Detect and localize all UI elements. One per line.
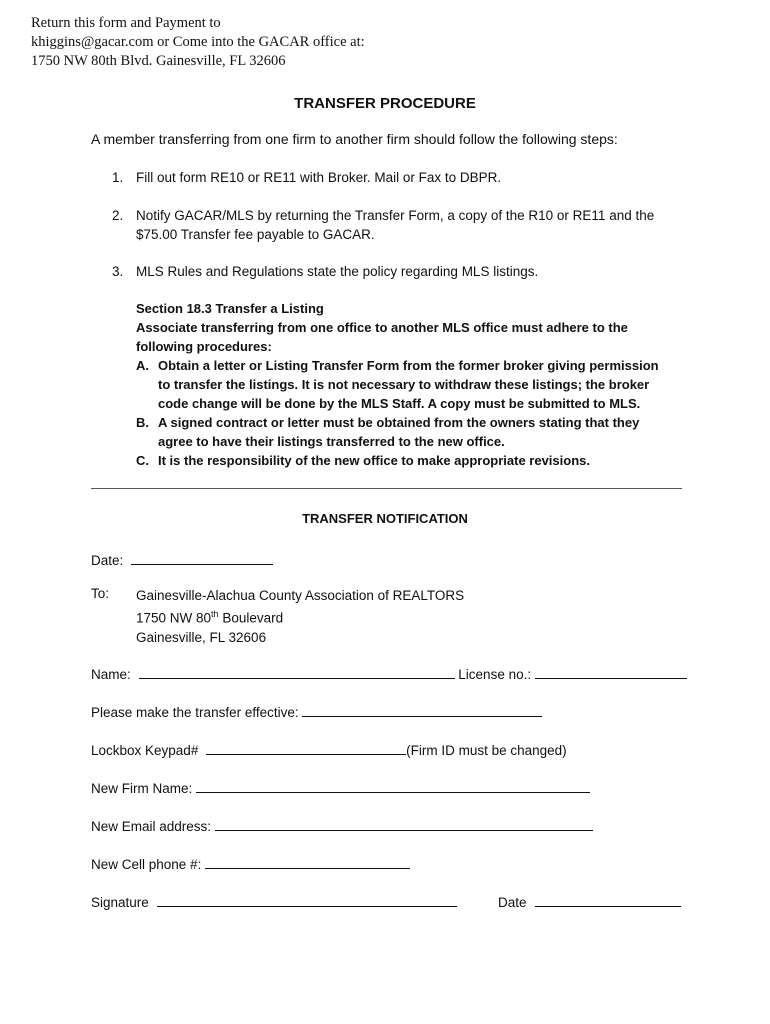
notification-title: TRANSFER NOTIFICATION	[302, 511, 468, 526]
name-row	[91, 663, 687, 682]
cell-phone-field[interactable]	[205, 853, 410, 869]
section-intro-line: Associate transferring from one office to another MLS office must adhere to the	[136, 320, 628, 335]
to-label: To:	[91, 586, 110, 601]
procedure-item-a	[136, 356, 659, 413]
step-number: 2.	[112, 208, 124, 223]
phone-label: New Cell phone #:	[91, 857, 202, 872]
firm-label: New Firm Name:	[91, 781, 193, 796]
lockbox-label: Lockbox Keypad#	[91, 743, 199, 758]
return-instructions	[31, 14, 365, 71]
effective-row	[91, 701, 542, 720]
item-letter: B.	[136, 415, 149, 430]
step-text: $75.00 Transfer fee payable to GACAR.	[136, 227, 375, 242]
recipient-street: 1750 NW 80th Boulevard	[136, 609, 284, 626]
section-intro-line: following procedures:	[136, 339, 272, 354]
lockbox-field[interactable]	[206, 739, 406, 755]
return-line-2: khiggins@gacar.com or Come into the GACAR office at:	[31, 34, 365, 50]
mls-rule-section	[136, 299, 659, 470]
return-line-1: Return this form and Payment to	[31, 15, 221, 31]
item-line: It is the responsibility of the new office to make appropriate revisions.	[158, 453, 590, 468]
section-heading: Section 18.3 Transfer a Listing	[136, 301, 324, 316]
procedure-title: TRANSFER PROCEDURE	[294, 95, 476, 112]
name-field[interactable]	[139, 663, 455, 679]
item-line: code change will be done by the MLS Staff. A copy must be submitted to MLS.	[158, 396, 641, 411]
section-divider	[91, 488, 682, 489]
item-line: A signed contract or letter must be obtained from the owners stating that they	[158, 415, 640, 430]
signature-date-label: Date	[498, 895, 527, 910]
name-label: Name:	[91, 667, 131, 682]
lockbox-note: (Firm ID must be changed)	[406, 743, 567, 758]
effective-label: Please make the transfer effective:	[91, 705, 299, 720]
signature-label: Signature	[91, 895, 149, 910]
recipient-org: Gainesville-Alachua County Association of REALTORS	[136, 588, 465, 603]
item-letter: A.	[136, 358, 149, 373]
email-field[interactable]	[215, 815, 593, 831]
signature-date-row	[498, 891, 681, 910]
item-letter: C.	[136, 453, 149, 468]
step-text: Notify GACAR/MLS by returning the Transfer Form, a copy of the R10 or RE11 and the	[136, 208, 655, 223]
signature-field[interactable]	[157, 891, 457, 907]
date-row	[91, 549, 273, 568]
step-number: 1.	[112, 170, 124, 185]
firm-row	[91, 777, 590, 796]
date-field[interactable]	[131, 549, 273, 565]
procedure-item-b	[136, 413, 659, 451]
email-label: New Email address:	[91, 819, 212, 834]
step-number: 3.	[112, 264, 124, 279]
procedure-intro: A member transferring from one firm to another firm should follow the following steps:	[91, 131, 618, 147]
date-label: Date:	[91, 553, 124, 568]
step-text: Fill out form RE10 or RE11 with Broker. Mail or Fax to DBPR.	[136, 170, 502, 185]
recipient-city: Gainesville, FL 32606	[136, 629, 267, 645]
signature-date-field[interactable]	[535, 891, 681, 907]
email-row	[91, 815, 593, 834]
procedure-item-c	[136, 451, 659, 470]
phone-row	[91, 853, 410, 872]
item-line: agree to have their listings transferred to the new office.	[158, 434, 505, 449]
effective-date-field[interactable]	[302, 701, 542, 717]
firm-name-field[interactable]	[196, 777, 590, 793]
license-label: License no.:	[458, 667, 532, 682]
step-text: MLS Rules and Regulations state the policy regarding MLS listings.	[136, 264, 539, 279]
item-line: to transfer the listings. It is not necessary to withdraw these listings; the broker	[158, 377, 650, 392]
lockbox-row	[91, 739, 567, 758]
item-line: Obtain a letter or Listing Transfer Form from the former broker giving permission	[158, 358, 659, 373]
recipient-address	[136, 586, 464, 647]
signature-row	[91, 891, 457, 910]
license-field[interactable]	[535, 663, 687, 679]
return-line-3: 1750 NW 80th Blvd. Gainesville, FL 32606	[31, 53, 286, 69]
